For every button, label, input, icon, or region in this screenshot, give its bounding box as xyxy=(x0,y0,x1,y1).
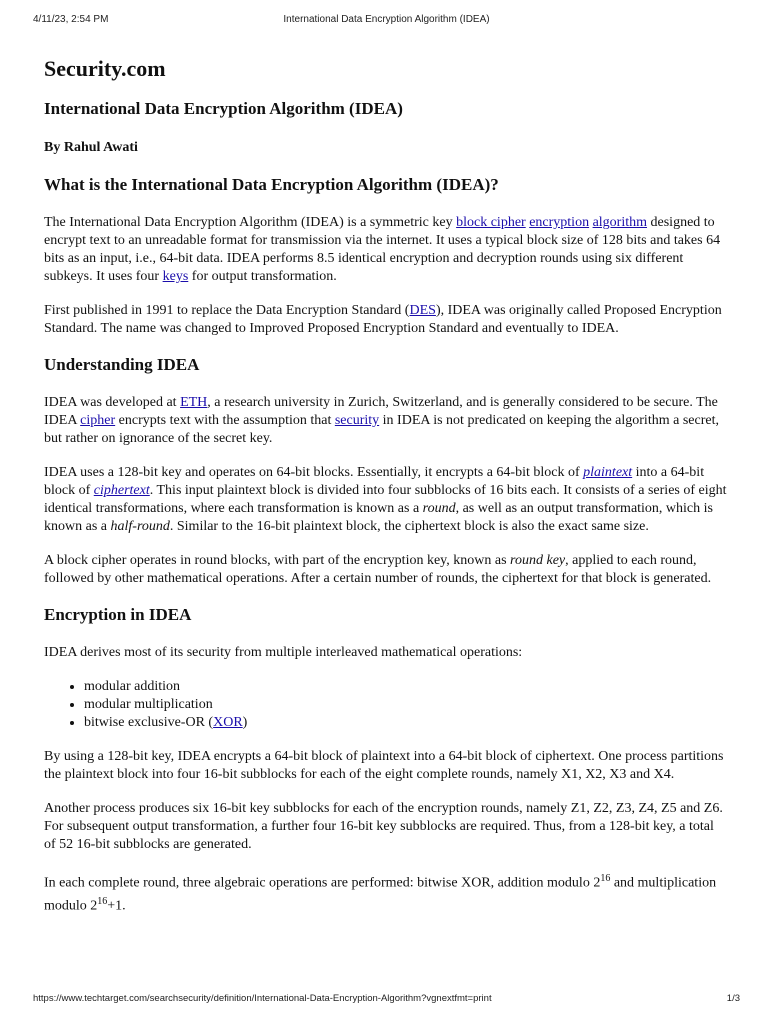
text: , as well as an output transformation, which is known as a xyxy=(44,501,713,534)
text: into a 64-bit block of xyxy=(44,465,705,498)
link-security[interactable]: security xyxy=(334,413,380,428)
paragraph: Another process produces six 16-bit key subblocks for each of the encryption rounds, namely Z1, Z2, Z3, Z4, Z5 and Z6. For subsequent output transformation, a further four 16-bit key subblocks are required. Thus, from a 128-bit key, a total of 52 16-bit subblocks are generated. xyxy=(44,801,723,852)
article-title: International Data Encryption Algorithm (IDEA) xyxy=(44,99,403,118)
list-item: • modular multiplication xyxy=(84,696,728,714)
paragraph: By using a 128-bit key, IDEA encrypts a 64-bit block of plaintext into a 64-bit block of ciphertext. One process partitions the plaintext block into four 16-bit subblocks for each of the eight complete rounds, namely X1, X2, X3 and X4. xyxy=(44,749,724,782)
text: The International Data Encryption Algorithm (IDEA) is a symmetric key xyxy=(44,215,457,230)
paragraph: IDEA derives most of its security from multiple interleaved mathematical operations: xyxy=(44,645,523,660)
page-number: 1/3 xyxy=(726,993,740,1004)
text: . Similar to the 16-bit plaintext block, the ciphertext block is also the exact same size. xyxy=(169,519,649,534)
link-cipher[interactable]: cipher xyxy=(80,413,116,428)
text: designed to encrypt text to an unreadable format for transmission via the internet. It uses a typical block size of 128 bits and takes 64 bits as an input, i.e., 64-bit data. IDEA performs 8.5 identical encryption and decryption rounds using six different subkeys. It uses four xyxy=(44,215,721,284)
print-date: 4/11/23, 2:54 PM xyxy=(33,14,109,25)
site-title: Security.com xyxy=(44,56,166,81)
print-header xyxy=(33,14,740,30)
emphasis-round-key: round key xyxy=(510,553,566,568)
text: encrypts text with the assumption that xyxy=(115,413,335,428)
list-item xyxy=(84,714,728,732)
link-keys[interactable]: keys xyxy=(162,269,189,284)
text: First published in 1991 to replace the Data Encryption Standard ( xyxy=(44,303,410,318)
text: , applied to each round, followed by other mathematical operations. After a certain number of rounds, the ciphertext for that block is generated. xyxy=(44,553,712,586)
link-block-cipher[interactable]: block cipher xyxy=(456,215,526,230)
paragraph xyxy=(44,394,728,448)
section-heading-encryption: Encryption in IDEA xyxy=(44,605,192,624)
text: , a research university in Zurich, Switzerland, and is generally considered to be secure. The IDEA xyxy=(44,395,718,428)
superscript: 16 xyxy=(600,873,611,884)
emphasis-round: round xyxy=(422,501,456,516)
section-heading-what-is: What is the International Data Encryption Algorithm (IDEA)? xyxy=(44,175,499,194)
text: and multiplication modulo 2 xyxy=(44,875,717,914)
text: ) xyxy=(242,715,248,730)
byline: By Rahul Awati xyxy=(44,140,138,155)
link-eth[interactable]: ETH xyxy=(180,395,208,410)
text: +1. xyxy=(107,898,126,914)
text: bitwise exclusive-OR ( xyxy=(84,715,214,730)
text: IDEA was developed at xyxy=(44,395,181,410)
text: . This input plaintext block is divided into four subblocks of 16 bits each. It consists of a series of eight identical transformations, where each transformation is known as a xyxy=(44,483,727,516)
section-heading-understanding: Understanding IDEA xyxy=(44,355,200,374)
emphasis-half-round: half-round xyxy=(110,519,170,534)
text: A block cipher operates in round blocks, with part of the encryption key, known as xyxy=(44,553,511,568)
link-des[interactable]: DES xyxy=(409,303,436,318)
operations-list xyxy=(44,678,728,732)
superscript: 16 xyxy=(97,895,108,907)
paragraph xyxy=(44,552,728,588)
link-encryption[interactable]: encryption xyxy=(529,215,590,230)
text: In each complete round, three algebraic operations are performed: bitwise XOR, addition modulo 2 xyxy=(44,875,601,891)
link-plaintext[interactable]: plaintext xyxy=(583,465,633,480)
text: ), IDEA was originally called Proposed Encryption Standard. The name was changed to Improved Proposed Encryption Standard and eventually to IDEA. xyxy=(44,303,722,336)
link-ciphertext[interactable]: ciphertext xyxy=(93,483,150,498)
link-algorithm[interactable]: algorithm xyxy=(592,215,648,230)
print-url: https://www.techtarget.com/searchsecurity/definition/International-Data-Encryption-Algorithm?vgnextfmt=print xyxy=(33,993,492,1004)
text: IDEA uses a 128-bit key and operates on 64-bit blocks. Essentially, it encrypts a 64-bit block of xyxy=(44,465,584,480)
paragraph xyxy=(44,302,728,338)
paragraph xyxy=(44,464,728,536)
print-document-title: International Data Encryption Algorithm (IDEA) xyxy=(283,14,490,25)
article-content xyxy=(44,54,728,931)
print-footer xyxy=(33,993,740,1009)
paragraph xyxy=(44,214,728,286)
link-xor[interactable]: XOR xyxy=(213,715,243,730)
text: for output transformation. xyxy=(188,269,337,284)
paragraph xyxy=(44,870,728,915)
list-item: • modular addition xyxy=(84,678,728,696)
text: in IDEA is not predicated on keeping the algorithm a secret, but rather on ignorance of the secret key. xyxy=(44,413,719,446)
